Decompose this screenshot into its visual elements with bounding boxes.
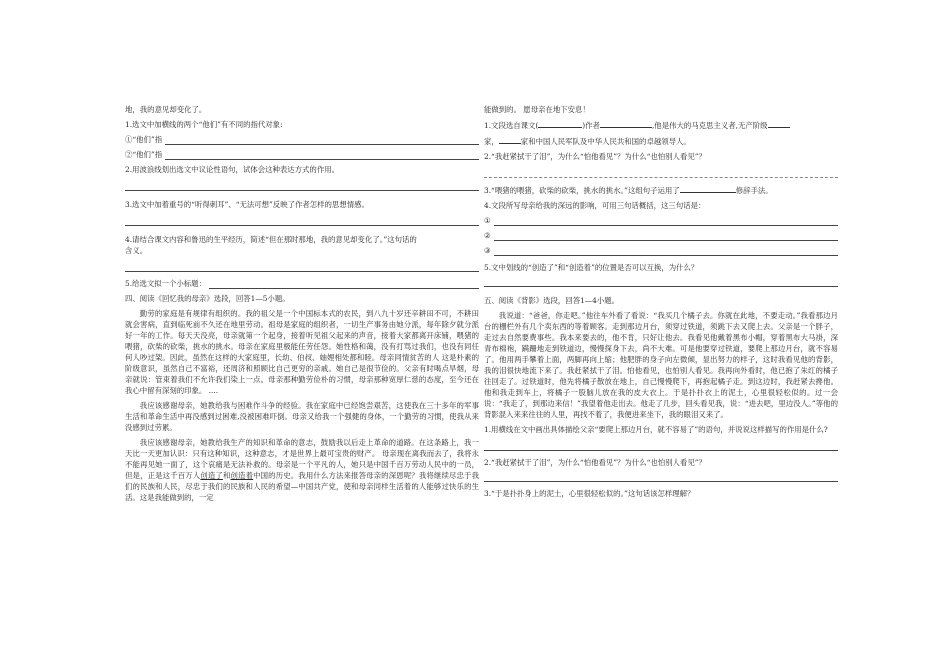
question-4-line1: 4.请结合课文内容和鲁迅的生平经历，简述“但在那时那地，我的意见却变化了。”这句话的 [125,235,417,244]
answer-1b: ②“他们”指 [125,149,479,160]
blank[interactable] [768,119,790,128]
answer-line[interactable] [484,170,838,178]
answer-line[interactable] [494,232,838,241]
blank[interactable] [538,119,582,128]
question-2: 2.“我赶紧拭干了泪”，为什么“怕他看见”？为什么“也怕别人看见”？ [484,152,706,161]
answer-line[interactable] [484,474,838,482]
question-5: 5.给选文拟一个小标题： [125,278,479,289]
question-2: 2.“我赶紧拭干了泪”，为什么“怕他看见”？为什么“也怕别人看见”？ [484,458,706,467]
answer-line[interactable] [484,443,838,451]
question-1: 1.用横线在文中画出具体描绘父亲“要爬上那边月台，就不容易了”的语句，并说说这样描写的作用是什么? [484,425,828,434]
right-column [484,104,838,499]
answer-line[interactable] [165,136,479,145]
underlined-word: 创造了 [200,471,223,480]
answer-line[interactable] [125,264,479,272]
question-4: 4.文段所写母亲给我的深远的影响，可用三句话概括，这三句话是： [484,201,706,210]
section-5-heading: 五、阅读《背影》选段，回答1—4小题。 [484,296,620,305]
answer-4-2: ② [484,230,838,241]
question-5: 5.文中划线的“创造了”和“创造着”的位置是否可以互换，为什么？ [484,263,699,272]
answer-line[interactable] [494,247,838,256]
answer-1a: ①“他们”指 [125,134,479,145]
question-1-cont: 家， 家和中国人民军队及中华人民共和国的卓越领导人。 [484,137,691,146]
passage-paragraph: 我说道：“爸爸，你走吧。”他往车外看了看说：“我买几个橘子去。你就在此地，不要走动。”我看那边月台的栅栏外有几个卖东西的等着顾客。走到那边月台，须穿过铁道，须跳下去又爬上去。父亲是一个胖子，走过去自然要费事些。我本来要去的，他不肯，只好让他去。我看见他戴着黑布小帽，穿着黑布大马褂，深青布棉袍，蹒跚地走到铁道边，慢慢探身下去，尚不大难。可是他要穿过铁道，要爬上那边月台，就不容易了。他用两手攀着上面，两脚再向上缩；他肥胖的身子向左微倾，显出努力的样子，这时我看见他的背影，我的泪很快地流下来了。我赶紧拭干了泪。怕他看见，也怕别人看见。我再向外看时，他已抱了朱红的橘子往回走了。过铁道时，他先将橘子散放在地上，自己慢慢爬下，再抱起橘子走。到这边时，我赶紧去搀他。他和我走到车上，将橘子一股脑儿放在我的皮大衣上。于是扑扑衣上的泥土，心里很轻松似的。过一会说：“我走了，到那边来信！”我望着他走出去。他走了几步，回头看见我，说：“进去吧，里边没人。”等他的背影混入来来往往的人里，再找不着了，我便进来坐下，我的眼泪又来了。 [484,311,838,419]
passage-paragraph-3: 我应该感谢母亲，她教给我生产的知识和革命的意志，鼓励我以后走上革命的道路。在这条路上，我一天比一天更加认识：只有这种知识，这种意志，才是世界上最可宝贵的财产。 母亲现在离我而去了，我将永不能再见她一面了，这个哀痛是无法补救的。母亲是一个平凡的人，她只是中国千百万劳动人民中的一员，但是，正是这千百万人创造了和创造着中国的历史。我用什么方法来报答母亲的深恩呢？我将继续尽忠于我们的民族和人民，尽忠于我们的民族和人民的希望—中国共产党，使和母亲同样生活着的人能够过快乐的生活。这是我能做到的，一定 [125,438,479,502]
question-3: 3.“喂猪的喂猪，砍柴的砍柴，挑水的挑水。”这组句子运用了 修辞手法。 [484,186,773,195]
question-4-line2: 含义。 [125,246,148,255]
question-3: 3.选文中加着重号的“听得刺耳”、“无法可想”反映了作者怎样的思想情感。 [125,200,369,209]
blank[interactable] [680,184,736,193]
answer-line[interactable] [125,218,479,226]
answer-4-3: ③ [484,245,838,256]
left-column [125,104,479,503]
passage-paragraph-1: 勤劳的家庭是有规律有组织的。我的祖父是一个中国标本式的农民，到八九十岁还辛耕田不可，不耕田就会害病，直到临死前不久还在地里劳动。祖母是家庭的组织者，一切生产事务由她分派，每年除夕就分派好一年的工作。每天天没亮，母亲就第一个起身，接着听见祖父起来的声音，接着大家都离开床铺，喂猪的喂猪，砍柴的砍柴，挑水的挑水。母亲在家庭里极能任劳任怨。她性格和蔼，没有打骂过我们，也没有同任何人吵过架。因此，虽然在这样的大家庭里，长幼、伯叔、妯娌相处都和睦。母亲同情贫苦的人 这是朴素的阶级意识，虽然自己不富裕，还周济和照顾比自己更穷的亲戚。她自己是很节俭的。父亲有时喝点旱烟，母亲就说：管束着我们不允许我们染上一点。母亲那种勤劳俭朴的习惯，母亲那种宽厚仁慈的态度，至今还在我心中留有深刻的印象。 .... [125,309,479,395]
answer-4-1: ① [484,215,838,226]
question-1: 1.文段选自课文( )作者 ,他是伟大的马克思主义者,无产阶级 [484,119,838,131]
answer-line[interactable] [209,280,479,289]
question-3: 3.“于是扑扑身上的泥土，心里很轻松似的。”这句话该怎样理解？ [484,489,695,498]
answer-line[interactable] [494,217,838,226]
question-1: 1.选文中加横线的两个“他们”有不同的指代对象: [125,120,283,129]
answer-line[interactable] [165,151,479,160]
answer-line[interactable] [484,279,838,287]
continued-text: 地，我的意见却变化了。 [125,105,207,114]
blank[interactable] [499,135,521,144]
question-2: 2.用波浪线划出选文中议论性语句，试体会这种表达方式的作用。 [125,165,339,174]
section-4-heading: 四、阅读《回忆我的母亲》选段，回答1—5小题。 [125,294,290,303]
answer-line[interactable] [125,183,479,191]
continued-text: 能做到的。 愿母亲在地下安息！ [484,105,590,114]
blank[interactable] [600,119,652,128]
underlined-word: 创造着 [230,471,254,480]
passage-paragraph-2: 我应该感谢母亲，她教给我与困难作斗争的经验。我在家庭中已经饱尝艰苦，这使我在三十多年的军事生活和革命生活中再没感到过困难,没被困难吓倒。母亲又给我一个强健的身体，一个勤劳的习惯，使我从来没感到过劳累。 [125,401,479,432]
